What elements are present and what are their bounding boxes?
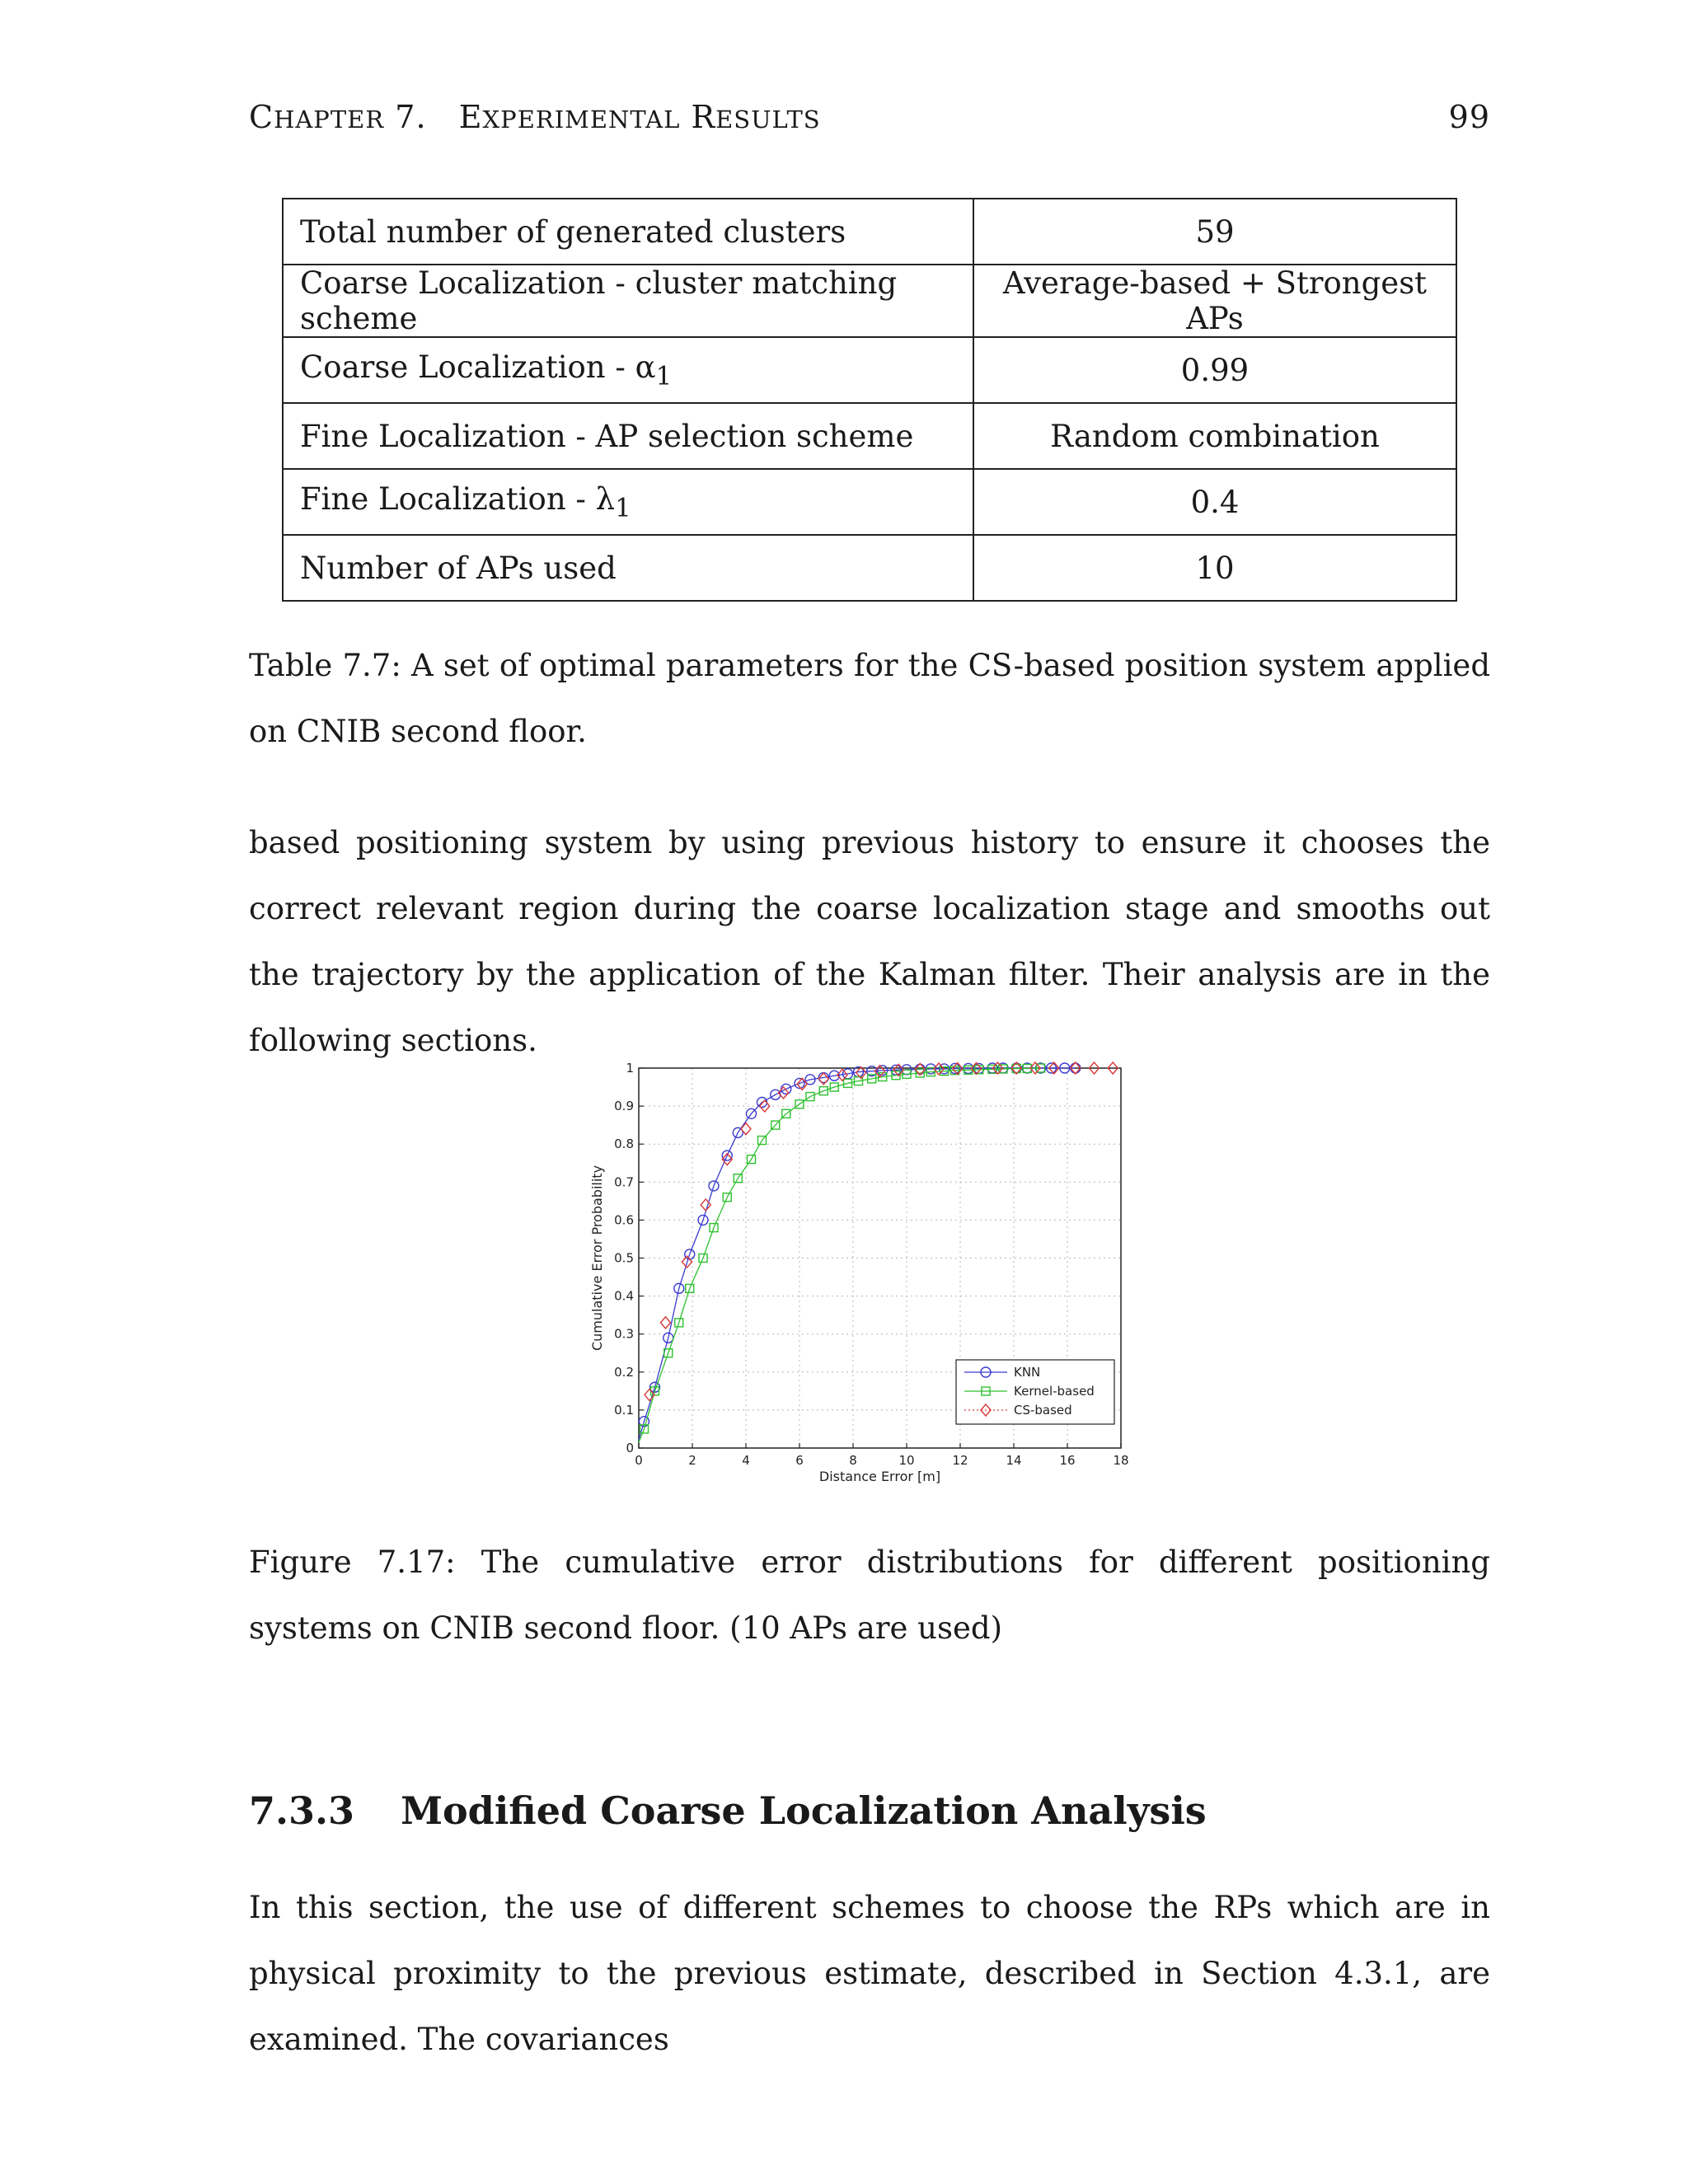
table-cell-value: Random combination [973,403,1456,469]
y-axis-label: Cumulative Error Probability [589,1165,605,1352]
x-axis-label: Distance Error [m] [818,1469,941,1484]
table-cell-param: Coarse Localization - cluster matching scheme [283,265,973,337]
y-tick-label: 0.8 [614,1137,634,1152]
section-title: Modified Coarse Localization Analysis [401,1788,1207,1833]
section-number: 7.3.3 [249,1788,355,1833]
y-tick-label: 0.6 [614,1212,634,1228]
x-tick-label: 14 [1006,1453,1022,1468]
y-tick-label: 0.7 [614,1174,634,1190]
y-tick-label: 0.1 [614,1402,634,1418]
table-cell-param: Fine Localization - AP selection scheme [283,403,973,469]
legend-label-kernel-based: Kernel-based [1014,1384,1095,1399]
table-caption: Table 7.7: A set of optimal parameters for the CS-based position system applied on CNIB second floor. [249,648,1490,749]
y-tick-label: 0 [626,1441,634,1455]
x-tick-label: 18 [1113,1453,1129,1468]
x-tick-label: 16 [1059,1453,1076,1468]
x-tick-label: 0 [635,1453,643,1468]
x-tick-label: 2 [688,1453,696,1468]
section-heading [249,1788,1207,1833]
section-paragraph: In this section, the use of different schemes to choose the RPs which are in physical proximity to the previous estimate, described in Section 4.3.1, are examined. The covariances [249,1890,1490,2057]
param-text: Fine Localization - λ [300,480,616,517]
y-tick-label: 0.3 [614,1326,634,1342]
x-tick-label: 4 [742,1453,750,1468]
table-cell-param [283,337,973,403]
table-cell-param: Total number of generated clusters [283,199,973,265]
table-cell-value: 10 [973,535,1456,601]
cdf-chart [577,1047,1137,1500]
legend-label-cs-based: CS-based [1014,1403,1072,1418]
table-cell-value: Average-based + Strongest APs [973,265,1456,337]
y-tick-label: 0.2 [614,1364,634,1380]
x-tick-label: 10 [898,1453,915,1468]
table-cell-value: 59 [973,199,1456,265]
param-subscript: 1 [655,361,673,391]
table-cell-value: 0.99 [973,337,1456,403]
figure-caption: Figure 7.17: The cumulative error distributions for different positioning systems on CNIB second floor. (10 APs are used) [249,1544,1490,1646]
y-tick-label: 0.9 [614,1099,634,1114]
table-row [283,337,1456,403]
parameter-table [282,198,1457,602]
x-tick-label: 12 [952,1453,968,1468]
table-cell-param [283,469,973,535]
x-tick-label: 6 [795,1453,804,1468]
body-paragraph: based positioning system by using previous history to ensure it chooses the correct relevant region during the coarse localization stage and smooths out the trajectory by the application of the Kalman filter. Their analysis are in the following sections. [249,825,1490,1058]
running-header-chapter: CHAPTER 7. EXPERIMENTAL RESULTS [249,99,821,135]
table-row [283,469,1456,535]
y-tick-label: 0.5 [614,1250,634,1266]
data-point-cs-based [661,1317,671,1329]
param-subscript: 1 [615,493,631,523]
table-row [283,199,1456,265]
table-row [283,535,1456,601]
y-tick-label: 1 [626,1061,634,1076]
legend-label-knn: KNN [1014,1365,1041,1380]
table-row [283,403,1456,469]
chart-svg [577,1047,1137,1500]
table-cell-value: 0.4 [973,469,1456,535]
param-text: Coarse Localization - α [300,349,656,385]
table-row [283,265,1456,337]
page-number: 99 [1448,99,1490,135]
table-cell-param: Number of APs used [283,535,973,601]
x-tick-label: 8 [849,1453,857,1468]
y-tick-label: 0.4 [614,1288,634,1304]
